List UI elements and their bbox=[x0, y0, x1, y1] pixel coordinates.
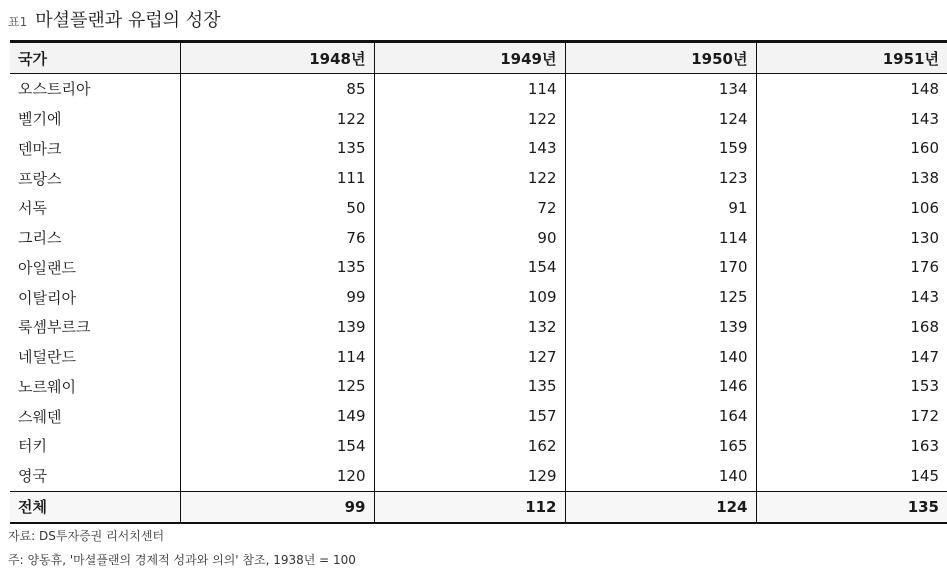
cell-1948: 76 bbox=[180, 223, 374, 253]
cell-1948: 135 bbox=[180, 253, 374, 283]
cell-country: 터키 bbox=[18, 437, 47, 456]
table-row bbox=[10, 253, 947, 283]
cell-1951: 163 bbox=[756, 431, 947, 461]
cell-1950: 140 bbox=[565, 461, 756, 491]
cell-country: 이탈리아 bbox=[18, 288, 76, 307]
cell-1948: 114 bbox=[180, 342, 374, 372]
cell-1950: 123 bbox=[565, 163, 756, 193]
cell-1948: 122 bbox=[180, 104, 374, 134]
cell-1951: 130 bbox=[756, 223, 947, 253]
cell-1949: 109 bbox=[374, 282, 565, 312]
cell-1950: 164 bbox=[565, 401, 756, 431]
header-1949: 1949년 bbox=[374, 42, 565, 74]
table-row bbox=[10, 223, 947, 253]
table-title-text: 마셜플랜과 유럽의 성장 bbox=[35, 10, 221, 31]
cell-country: 벨기에 bbox=[18, 110, 62, 129]
cell-1949: 122 bbox=[374, 104, 565, 134]
cell-country: 영국 bbox=[18, 467, 47, 486]
cell-1950: 124 bbox=[565, 104, 756, 134]
cell-1949: 90 bbox=[374, 223, 565, 253]
table-row bbox=[10, 193, 947, 223]
cell-1949: 143 bbox=[374, 134, 565, 164]
cell-1951: 172 bbox=[756, 401, 947, 431]
cell-1949: 127 bbox=[374, 342, 565, 372]
cell-1950: 170 bbox=[565, 253, 756, 283]
total-1950: 124 bbox=[565, 491, 756, 523]
table-title bbox=[8, 6, 221, 30]
cell-1951: 153 bbox=[756, 372, 947, 402]
cell-1948: 99 bbox=[180, 282, 374, 312]
cell-country: 서독 bbox=[18, 199, 47, 218]
cell-1949: 135 bbox=[374, 372, 565, 402]
total-row bbox=[10, 491, 947, 523]
table-number-label: 표1 bbox=[8, 15, 28, 29]
source-note: 자료: DS투자증권 리서치센터 bbox=[8, 529, 165, 543]
cell-1949: 162 bbox=[374, 431, 565, 461]
cell-1949: 114 bbox=[374, 74, 565, 104]
cell-1948: 111 bbox=[180, 163, 374, 193]
cell-1949: 122 bbox=[374, 163, 565, 193]
cell-1948: 50 bbox=[180, 193, 374, 223]
cell-1951: 147 bbox=[756, 342, 947, 372]
total-1951: 135 bbox=[756, 491, 947, 523]
cell-1949: 129 bbox=[374, 461, 565, 491]
table-notes bbox=[8, 524, 356, 572]
header-1948: 1948년 bbox=[180, 42, 374, 74]
cell-1949: 157 bbox=[374, 401, 565, 431]
cell-1950: 114 bbox=[565, 223, 756, 253]
total-1949: 112 bbox=[374, 491, 565, 523]
cell-country: 룩셈부르크 bbox=[18, 318, 91, 337]
cell-country: 스웨덴 bbox=[18, 407, 62, 426]
total-1948: 99 bbox=[180, 491, 374, 523]
cell-1950: 165 bbox=[565, 431, 756, 461]
cell-1948: 154 bbox=[180, 431, 374, 461]
cell-1950: 91 bbox=[565, 193, 756, 223]
table-row bbox=[10, 431, 947, 461]
cell-country: 네덜란드 bbox=[18, 348, 76, 367]
table-row bbox=[10, 74, 947, 104]
header-row bbox=[10, 42, 947, 74]
table-row bbox=[10, 312, 947, 342]
table-row bbox=[10, 134, 947, 164]
cell-1951: 160 bbox=[756, 134, 947, 164]
cell-country: 아일랜드 bbox=[18, 258, 76, 277]
cell-country: 노르웨이 bbox=[18, 377, 76, 396]
cell-country: 오스트리아 bbox=[18, 80, 91, 99]
cell-1950: 134 bbox=[565, 74, 756, 104]
cell-1948: 135 bbox=[180, 134, 374, 164]
growth-table bbox=[10, 40, 947, 524]
cell-1950: 125 bbox=[565, 282, 756, 312]
table-row bbox=[10, 461, 947, 491]
cell-country: 그리스 bbox=[18, 229, 62, 248]
cell-1949: 132 bbox=[374, 312, 565, 342]
cell-country: 덴마크 bbox=[18, 139, 62, 158]
header-country: 국가 bbox=[10, 42, 180, 74]
cell-1951: 168 bbox=[756, 312, 947, 342]
cell-1948: 120 bbox=[180, 461, 374, 491]
footnote: 주: 양동휴, '마셜플랜의 경제적 성과와 의의' 참조, 1938년 = 100 bbox=[8, 553, 356, 567]
cell-1951: 143 bbox=[756, 282, 947, 312]
cell-1951: 145 bbox=[756, 461, 947, 491]
table-row bbox=[10, 342, 947, 372]
header-1951: 1951년 bbox=[756, 42, 947, 74]
header-1950: 1950년 bbox=[565, 42, 756, 74]
cell-1948: 85 bbox=[180, 74, 374, 104]
cell-1950: 140 bbox=[565, 342, 756, 372]
table-row bbox=[10, 104, 947, 134]
table-row bbox=[10, 282, 947, 312]
cell-1948: 125 bbox=[180, 372, 374, 402]
cell-1948: 139 bbox=[180, 312, 374, 342]
cell-1951: 176 bbox=[756, 253, 947, 283]
cell-country: 프랑스 bbox=[18, 169, 62, 188]
cell-1951: 148 bbox=[756, 74, 947, 104]
table-row bbox=[10, 372, 947, 402]
cell-1950: 139 bbox=[565, 312, 756, 342]
cell-1950: 146 bbox=[565, 372, 756, 402]
cell-1948: 149 bbox=[180, 401, 374, 431]
table-row bbox=[10, 163, 947, 193]
cell-1951: 138 bbox=[756, 163, 947, 193]
cell-1949: 72 bbox=[374, 193, 565, 223]
cell-1951: 106 bbox=[756, 193, 947, 223]
cell-1949: 154 bbox=[374, 253, 565, 283]
cell-1951: 143 bbox=[756, 104, 947, 134]
table-row bbox=[10, 401, 947, 431]
cell-1950: 159 bbox=[565, 134, 756, 164]
total-label: 전체 bbox=[10, 491, 180, 523]
